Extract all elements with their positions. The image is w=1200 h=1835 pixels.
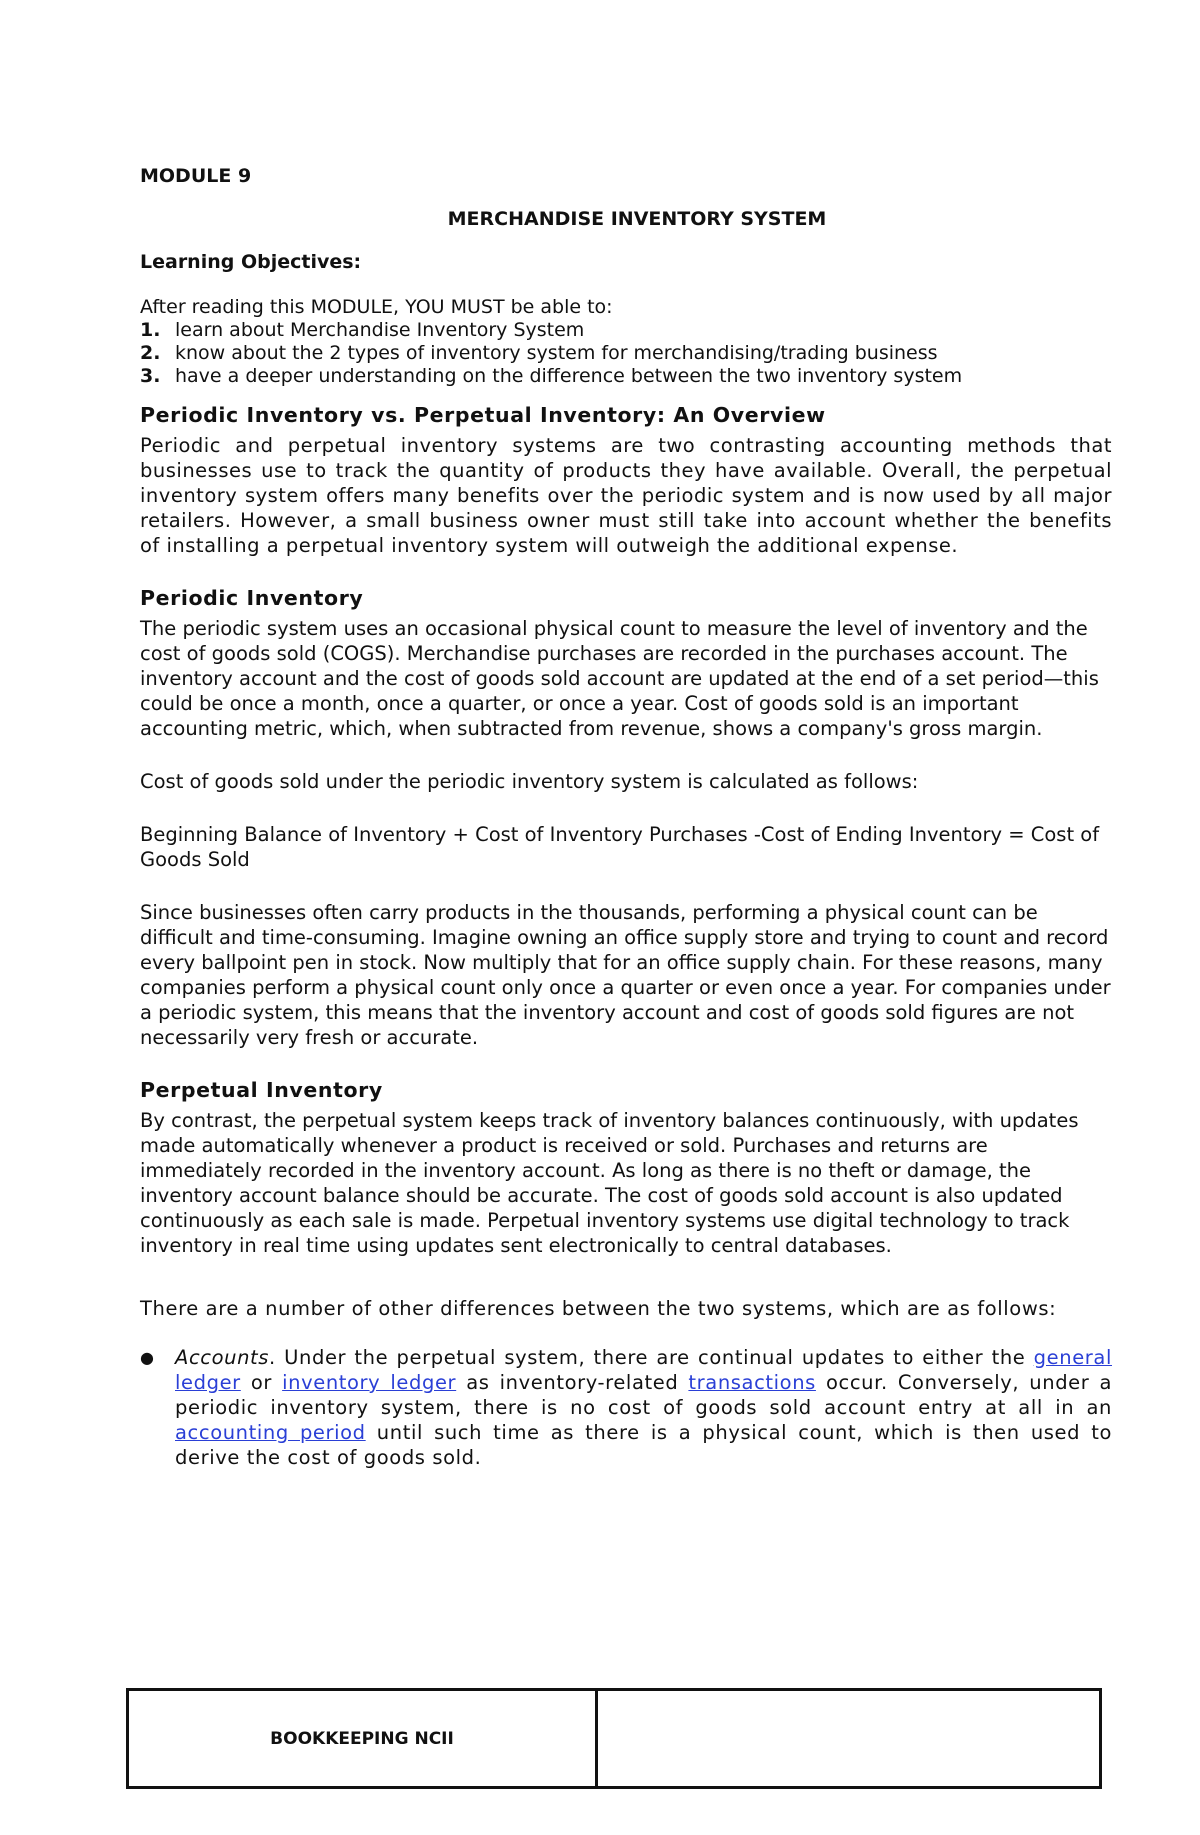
objective-number: 2. [140,342,161,364]
page-title: MERCHANDISE INVENTORY SYSTEM [447,208,827,230]
objective-text: have a deeper understanding on the difference between the two inventory system [175,365,963,387]
footer-table [126,1688,1102,1789]
objective-number: 1. [140,319,161,341]
objective-text: know about the 2 types of inventory system for merchandising/trading business [175,342,938,364]
periodic-heading: Periodic Inventory [140,586,364,610]
bullet-icon: ● [140,1348,155,1367]
differences-intro: There are a number of other differences between the two systems, which are as follows: [140,1297,1057,1320]
accounts-term: Accounts [175,1346,270,1369]
overview-heading: Periodic Inventory vs. Perpetual Inventory: An Overview [140,403,826,427]
learning-objectives-label: Learning Objectives: [140,251,362,273]
accounts-text-part: or [240,1371,283,1394]
inventory-ledger-link[interactable]: inventory ledger [282,1371,457,1394]
list-item [140,1345,1112,1470]
differences-list [140,1345,1112,1470]
perpetual-paragraph: By contrast, the perpetual system keeps track of inventory balances continuously, with updates made automatically whenever a product is received or sold. Purchases and returns are immediately recorded in the inventory account. As long as there is no theft or damage, the inventory account balance should be accurate. The cost of goods sold account is also updated continuously as each sale is made. Perpetual inventory systems use digital technology to track inventory in real time using updates sent electronically to central databases. [140,1109,1079,1257]
accounts-text-part: . Under the perpetual system, there are continual updates to either the [269,1346,1034,1369]
accounts-text [175,1345,1112,1470]
periodic-cogs-intro: Cost of goods sold under the periodic inventory system is calculated as follows: [140,770,919,793]
objectives-intro: After reading this MODULE, YOU MUST be able to: [140,296,613,318]
list-item [140,319,1112,342]
transactions-link[interactable]: transactions [688,1371,816,1394]
document-body [140,164,1112,1470]
footer-course-label: BOOKKEEPING NCII [129,1691,598,1786]
objective-text: learn about Merchandise Inventory System [175,319,585,341]
periodic-paragraph: The periodic system uses an occasional physical count to measure the level of inventory and the cost of goods sold (COGS). Merchandise purchases are recorded in the purchases account. The inventory account and the cost of goods sold account are updated at the end of a set period—this could be once a month, once a quarter, or once a year. Cost of goods sold is an important accounting metric, which, when subtracted from revenue, shows a company's gross margin. [140,617,1099,740]
objective-number: 3. [140,365,161,387]
cogs-formula: Beginning Balance of Inventory + Cost of Inventory Purchases -Cost of Ending Inventory = Cost of Goods Sold [140,823,1100,871]
accounts-text-part: occur. Conversely, under a periodic inventory system, there is no cost of goods sold account entry at all in an [175,1371,1113,1419]
accounts-text-part: as inventory-related [456,1371,689,1394]
physical-count-paragraph: Since businesses often carry products in the thousands, performing a physical count can be difficult and time-consuming. Imagine owning an office supply store and trying to count and record every ballpoint pen in stock. Now multiply that for an office supply chain. For these reasons, many companies perform a physical count only once a quarter or even once a year. For companies under a periodic system, this means that the inventory account and cost of goods sold figures are not necessarily very fresh or accurate. [140,901,1111,1049]
overview-paragraph: Periodic and perpetual inventory systems are two contrasting accounting methods that businesses use to track the quantity of products they have available. Overall, the perpetual inventory system offers many benefits over the periodic system and is now used by all major retailers. However, a small business owner must still take into account whether the benefits of installing a perpetual inventory system will outweigh the additional expense. [140,434,1112,557]
accounting-period-link[interactable]: accounting period [175,1421,366,1444]
general-ledger-link[interactable]: general ledger [175,1346,1112,1394]
list-item [140,365,1112,388]
list-item [140,342,1112,365]
accounts-text-part: until such time as there is a physical count, which is then used to derive the cost of goods sold. [175,1421,1112,1469]
perpetual-heading: Perpetual Inventory [140,1078,383,1102]
module-label: MODULE 9 [140,165,252,187]
objectives-list [140,319,1112,388]
footer-empty-cell [598,1691,1099,1786]
